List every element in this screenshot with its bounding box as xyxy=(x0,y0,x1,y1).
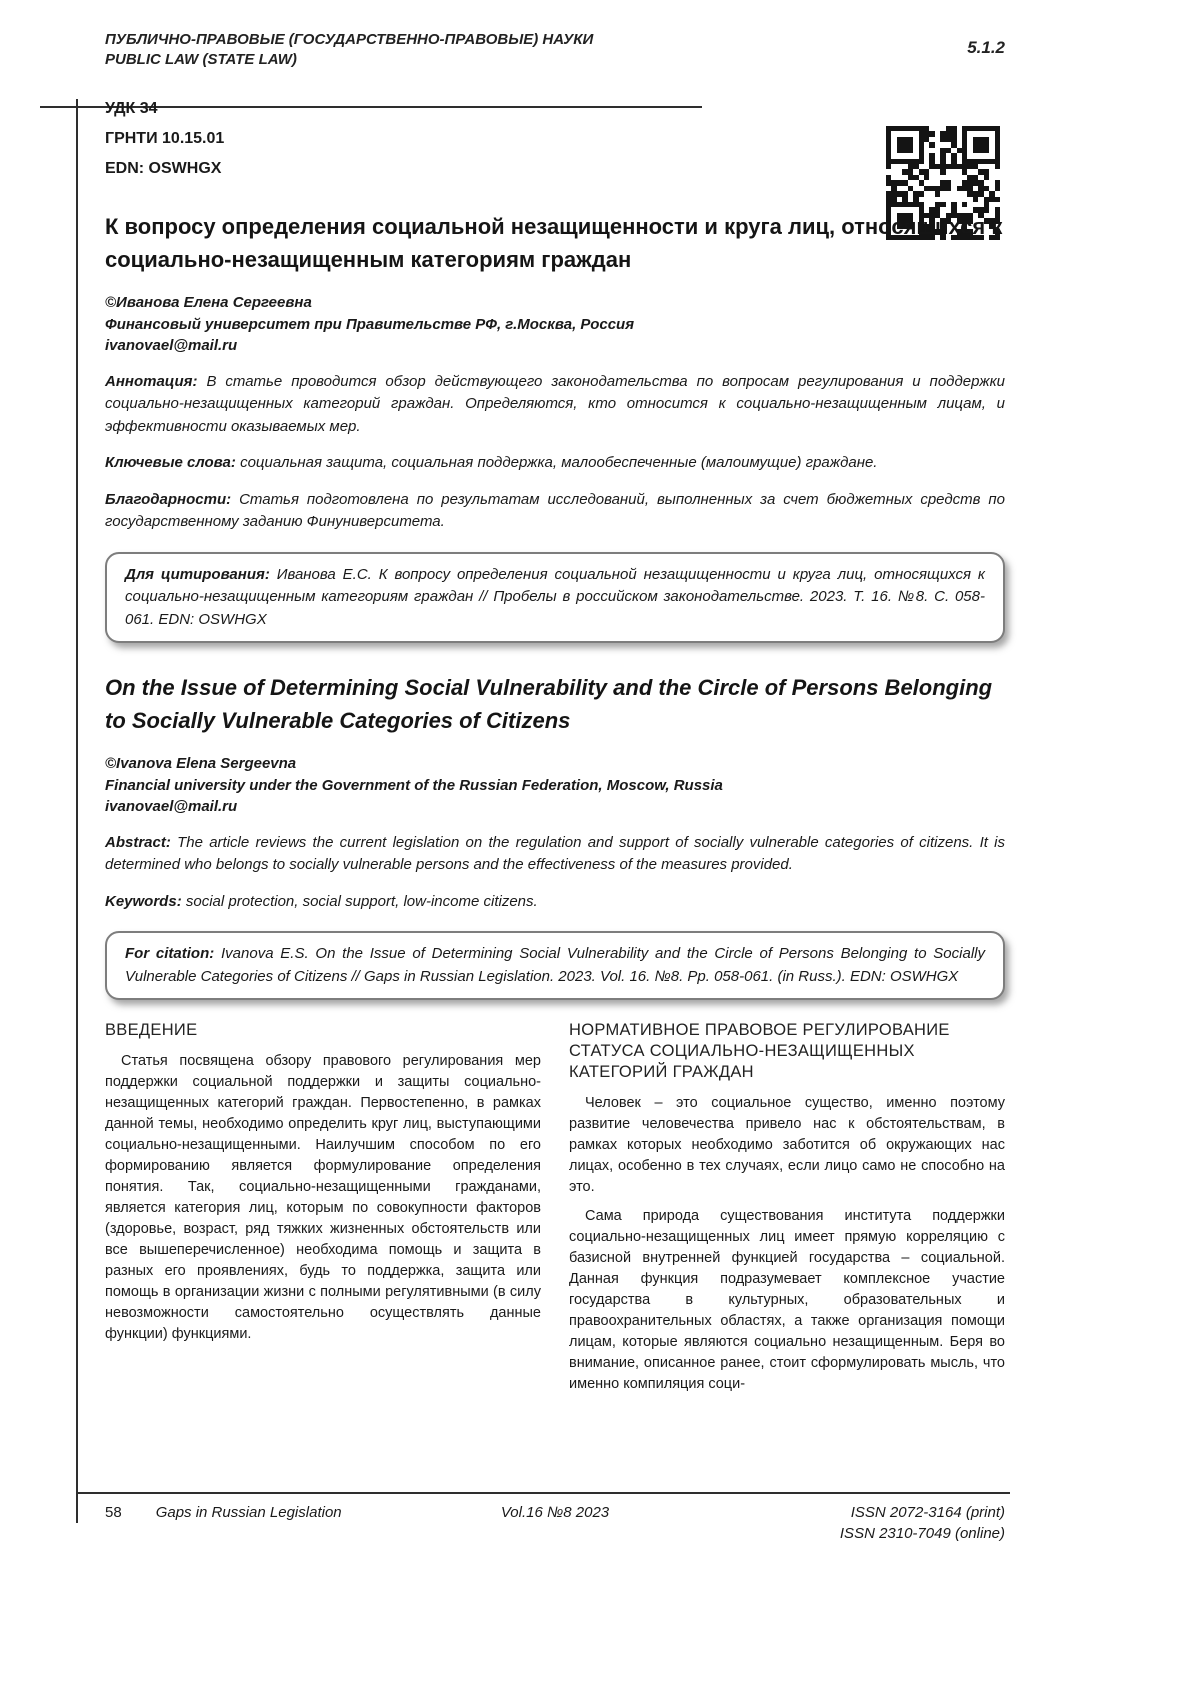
abstract-text-en: The article reviews the current legislation on the regulation and support of socially vulnerable categories of citizens. It is determined who belongs to socially vulnerable persons and the effectiveness of the measures provided. xyxy=(105,833,1005,873)
citation-box-ru xyxy=(105,552,1005,644)
page-header xyxy=(105,30,1005,70)
udk-code: УДК 34 xyxy=(105,100,158,117)
abstract-text-ru: В статье проводится обзор действующего законодательства по вопросам регулирования и поддержки социально-незащищенных категорий граждан. Определяются, кто относится к социально-незащищенным лицам, и эффективности оказываемых мер. xyxy=(105,372,1005,435)
rubric-block xyxy=(105,30,593,70)
edn-code: EDN: OSWHGX xyxy=(105,160,222,177)
citation-label-ru: Для цитирования: xyxy=(125,565,270,583)
article-body-columns xyxy=(105,1020,1005,1403)
author-name-ru: ©Иванова Елена Сергеевна xyxy=(105,294,312,311)
citation-text-en: Ivanova E.S. On the Issue of Determining Social Vulnerability and the Circle of Persons Belonging to Socially Vulnerable Categories of Citizens // Gaps in Russian Legislation. 2023. Vol. 16. №8. Pp. 058-061. (in Russ.). EDN: OSWHGX xyxy=(125,945,985,985)
abstract-label-en: Abstract: xyxy=(105,833,171,851)
author-name-en: ©Ivanova Elena Sergeevna xyxy=(105,755,297,772)
column-right xyxy=(569,1020,1005,1403)
keywords-ru xyxy=(105,452,1005,475)
author-block-en xyxy=(105,753,1005,818)
acknowledgments-label-ru: Благодарности: xyxy=(105,490,232,508)
abstract-ru xyxy=(105,371,1005,439)
article-title-en: On the Issue of Determining Social Vulnerability and the Circle of Persons Belonging to Socially Vulnerable Categories of Citizens xyxy=(105,675,993,733)
rubric-en: PUBLIC LAW (STATE LAW) xyxy=(105,51,297,68)
keywords-text-ru: социальная защита, социальная поддержка, малообеспеченные (малоимущие) граждане. xyxy=(240,454,878,471)
keywords-en xyxy=(105,891,1005,914)
page-content xyxy=(105,30,1005,1403)
author-block-ru xyxy=(105,292,1005,357)
affiliation-ru: Финансовый университет при Правительстве РФ, г.Москва, Россия xyxy=(105,315,635,333)
grnti-code: ГРНТИ 10.15.01 xyxy=(105,130,225,147)
abstract-label-ru: Аннотация: xyxy=(105,372,198,390)
footer-rule xyxy=(76,1492,1010,1494)
keywords-label-ru: Ключевые слова: xyxy=(105,454,236,471)
regulation-paragraph-1: Человек – это социальное существо, именно поэтому развитие человечества привело нас к обстоятельствам, в рамках которых необходимо заботится об окружающих нас лицах, особенно в тех случаях, если лицо само не способно на это. xyxy=(569,1095,1005,1195)
issn-online: ISSN 2310-7049 (online) xyxy=(839,1525,1005,1542)
author-email-ru: ivanovael@mail.ru xyxy=(105,337,238,354)
intro-paragraph: Статья посвящена обзору правового регулирования мер поддержки социальной поддержки и защиты социально-незащищенных категорий граждан. Первостепенно, в рамках данной темы, необходимо определить круг лиц, выступающими социально-незащищенными. Наилучшим способом по его формированию является формулирование определения понятия. Так, социально-незащищенными гражданами, является категория лиц, которым по совокупности факторов (здоровье, возраст, ряд тяжких жизненных обстоятельств или все вышеперечисленное) необходима помощь и защита в разных его проявлениях, будь то поддержка, защита или помощь в организации жизни с полными регулятивными (в силу невозможности самостоятельно осуществлять данные функции) функциями. xyxy=(105,1053,541,1342)
specialty-code: 5.1.2 xyxy=(967,38,1005,57)
issn-block xyxy=(705,1502,1005,1544)
article-meta xyxy=(105,94,1005,184)
citation-text-ru: Иванова Е.С. К вопросу определения социальной незащищенности и круга лиц, относящихся к социально-незащищенным категориям граждан // Пробелы в российском законодательстве. 2023. Т. 16. №8. С. 058-061. EDN: OSWHGX xyxy=(125,565,985,628)
acknowledgments-text-ru: Статья подготовлена по результатам исследований, выполненных за счет бюджетных средств по государственному заданию Финуниверситета. xyxy=(105,490,1006,530)
regulation-paragraph-2: Сама природа существования института поддержки социально-незащищенных лиц имеет прямую корреляцию с базисной внутренней функцией государства – социальной. Данная функция подразумевает комплексное участие государства в культурных, образовательных и правоохранительных областях, а также организация помощи лицам, которые являются социально незащищенным. Беря во внимание, описанное ранее, стоит сформулировать мысль, что именно компиляция соци- xyxy=(569,1208,1005,1392)
section-heading-regulation: НОРМАТИВНОЕ ПРАВОВОЕ РЕГУЛИРОВАНИЕ СТАТУСА СОЦИАЛЬНО-НЕЗАЩИЩЕННЫХ КАТЕГОРИЙ ГРАЖДАН xyxy=(569,1021,950,1081)
acknowledgments-ru xyxy=(105,489,1005,534)
left-margin-rule xyxy=(76,99,78,1523)
article-title-ru: К вопросу определения социальной незащищенности и круга лиц, относящихся к социально-незащищенным категориям граждан xyxy=(105,214,1003,272)
issn-print: ISSN 2072-3164 (print) xyxy=(850,1504,1005,1521)
page-footer xyxy=(105,1502,1005,1544)
journal-name: Gaps in Russian Legislation xyxy=(155,1504,342,1521)
rubric-ru: ПУБЛИЧНО-ПРАВОВЫЕ (ГОСУДАРСТВЕННО-ПРАВОВЫЕ) НАУКИ xyxy=(105,31,594,48)
keywords-text-en: social protection, social support, low-income citizens. xyxy=(185,892,538,910)
keywords-label-en: Keywords: xyxy=(105,892,182,910)
column-left xyxy=(105,1020,541,1403)
abstract-en xyxy=(105,832,1005,877)
affiliation-en: Financial university under the Government of the Russian Federation, Moscow, Russia xyxy=(105,776,723,794)
citation-box-en xyxy=(105,931,1005,1000)
page-number: 58 xyxy=(105,1504,122,1521)
citation-label-en: For citation: xyxy=(125,945,215,962)
author-email-en: ivanovael@mail.ru xyxy=(105,798,238,815)
issue-info: Vol.16 №8 2023 xyxy=(500,1504,610,1521)
section-heading-introduction: ВВЕДЕНИЕ xyxy=(105,1021,198,1039)
